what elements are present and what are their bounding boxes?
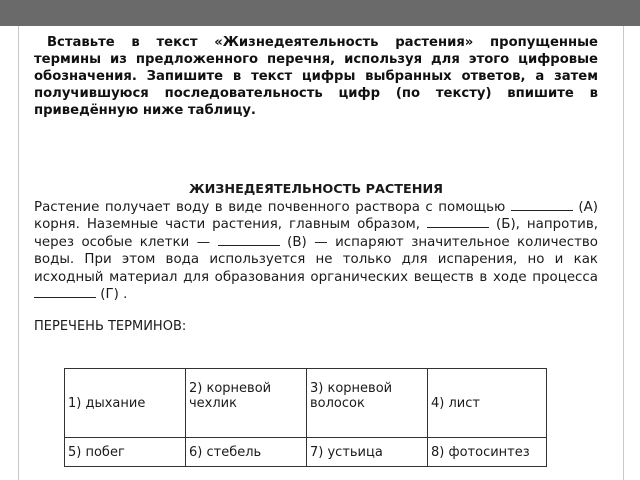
passage-part-d: (Г) . — [100, 287, 128, 303]
blank-b[interactable] — [427, 216, 489, 228]
terms-table — [64, 368, 547, 467]
blank-c[interactable] — [218, 234, 280, 246]
passage-part-b: (Б), напротив, через особые клетки — — [34, 217, 598, 250]
terms-row — [65, 438, 547, 467]
terms-heading: ПЕРЕЧЕНЬ ТЕРМИНОВ: — [34, 319, 187, 334]
task-instruction: Вставьте в текст «Жизнедеятельность растения» пропущенные термины из предложенного перечня, используя для этого цифровые обозначения. Запишите в текст цифры выбранных ответов, а затем получившуюся последовательность цифр (по тексту) впишите в приведённую ниже таблицу. — [34, 35, 598, 118]
term-cell-1: 1) дыхание — [65, 369, 186, 438]
term-cell-6: 6) стебель — [186, 438, 307, 467]
blank-d[interactable] — [34, 286, 96, 298]
passage-part-a: (А) корня. Наземные части растения, главным образом, — [34, 200, 598, 233]
term-cell-2: 2) корневой чехлик — [186, 369, 307, 438]
passage-part-1: Растение получает воду в виде почвенного раствора с помощью — [34, 200, 506, 215]
term-cell-4: 4) лист — [428, 369, 547, 438]
passage-title: ЖИЗНЕДЕЯТЕЛЬНОСТЬ РАСТЕНИЯ — [188, 182, 444, 197]
term-cell-8: 8) фотосинтез — [428, 438, 547, 467]
term-cell-5: 5) побег — [65, 438, 186, 467]
term-cell-7: 7) устьица — [307, 438, 428, 467]
passage-text — [34, 199, 598, 303]
blank-a[interactable] — [511, 199, 573, 211]
term-cell-3: 3) корневой волосок — [307, 369, 428, 438]
terms-row — [65, 369, 547, 438]
passage-part-c: (В) — испаряют значительное количество воды. При этом вода используется не только для испарения, но и как исходный материал для образования органических веществ в ходе процесса — [34, 234, 598, 285]
top-bar — [0, 0, 640, 26]
